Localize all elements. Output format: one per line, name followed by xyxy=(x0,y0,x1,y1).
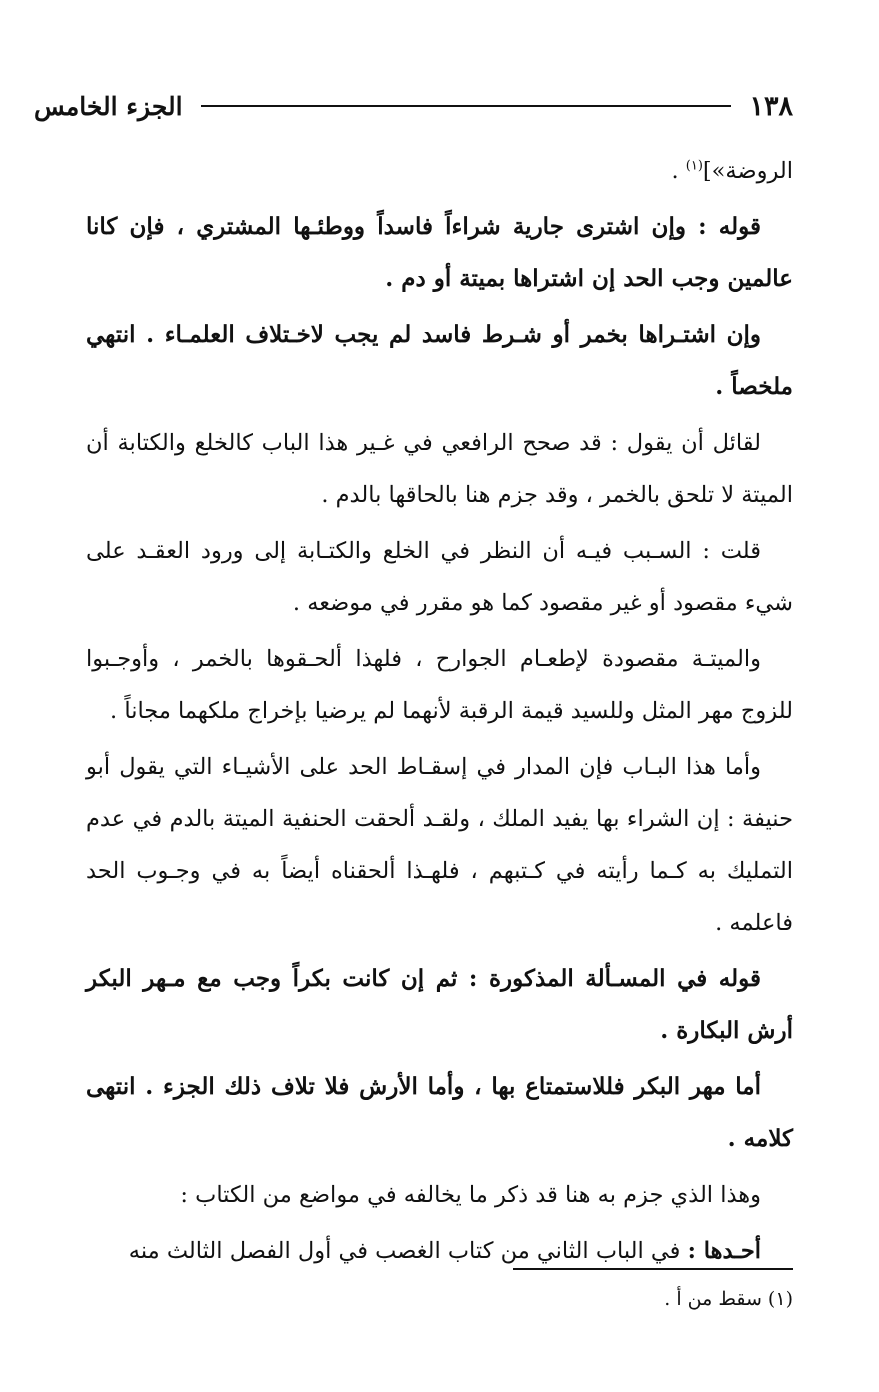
body-text xyxy=(86,145,793,1281)
commentary-paragraph: وأما هذا البـاب فإن المدار في إسقـاط الحد على الأشيـاء التي يقول أبو حنيفة : إن الشراء بها يفيد الملك ، ولقـد ألحقت الحنفية الميتة بالدم في عدم التمليك به كـما رأيته في كـتبهم ، فلهـذا ألحقناه أيضاً به في وجـوب الحد فاعلمه . xyxy=(86,754,793,936)
footnote: (١) سقط من أ . xyxy=(664,1288,793,1310)
paragraph-lead: أحـدها : xyxy=(687,1238,761,1264)
page-number: ١٣٨ xyxy=(749,90,793,122)
commentary-paragraph: وهذا الذي جزم به هنا قد ذكر ما يخالفه في مواضع من الكتاب : xyxy=(180,1182,761,1208)
page-header xyxy=(34,88,793,124)
footnote-rule xyxy=(513,1268,793,1270)
quoted-paragraph: قوله في المسـألة المذكورة : ثم إن كانت بكراً وجب مع مـهر البكر أرش البكارة . xyxy=(86,965,793,1044)
paragraph-text: في الباب الثاني من كتاب الغصب في أول الفصل الثالث منه xyxy=(128,1238,688,1264)
commentary-paragraph: والميتـة مقصودة لإطعـام الجوارح ، فلهذا ألحـقوها بالخمر ، وأوجـبوا للزوج مهر المثل وللسيد قيمة الرقبة لأنهما لم يرضيا بإخراج ملكهما مجاناً . xyxy=(86,646,793,724)
paragraph-tail: . xyxy=(671,158,686,184)
running-title: الجزء الخامس xyxy=(34,91,183,121)
paragraph-continuation xyxy=(86,145,793,197)
commentary-paragraph: لقائل أن يقول : قد صحح الرافعي في غـير هذا الباب كالخلع والكتابة أن الميتة لا تلحق بالخمر ، وقد جزم هنا بالحاقها بالدم . xyxy=(86,430,793,508)
header-rule xyxy=(201,105,732,107)
paragraph-text: الروضة»] xyxy=(702,158,793,184)
quoted-paragraph: قوله : وإن اشترى جارية شراءاً فاسداً ووطئـها المشتري ، فإن كانا عالمين وجب الحد إن اشتراها بميتة أو دم . xyxy=(86,213,793,292)
quoted-paragraph: وإن اشتـراها بخمر أو شـرط فاسد لم يجب لاخـتلاف العلمـاء . انتهي ملخصاً . xyxy=(86,321,793,400)
commentary-paragraph: قلت : السـبب فيـه أن النظر في الخلع والكتـابة إلى ورود العقـد على شيء مقصود أو غير مقصود كما هو مقرر في موضعه . xyxy=(86,538,793,616)
quoted-paragraph: أما مهر البكر فللاستمتاع بها ، وأما الأرش فلا تلاف ذلك الجزء . انتهى كلامه . xyxy=(86,1073,793,1152)
footnote-marker: (١) xyxy=(685,158,703,174)
